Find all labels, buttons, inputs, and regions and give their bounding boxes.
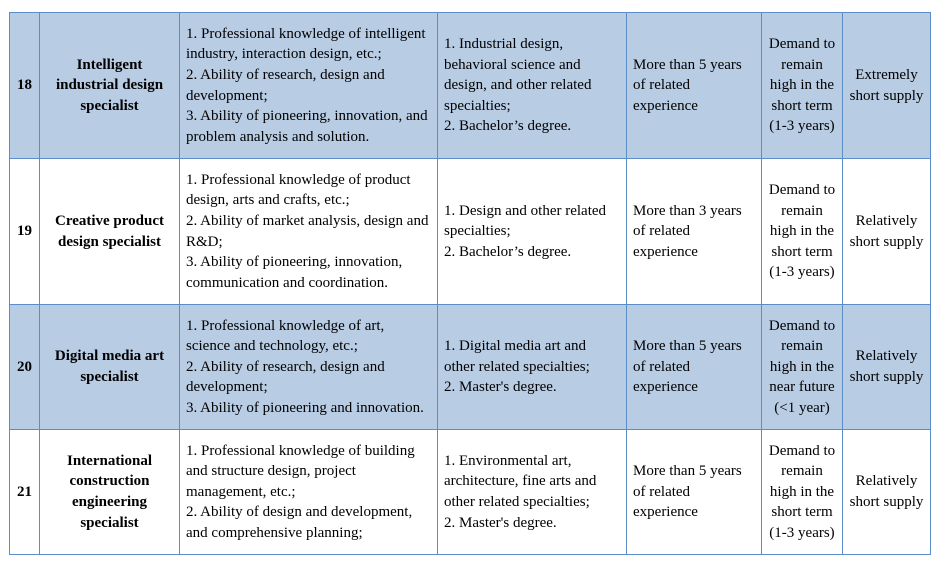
supply-cell: Relatively short supply	[843, 159, 931, 305]
experience-cell: More than 5 years of related experience	[627, 13, 762, 159]
table-row	[10, 13, 931, 159]
supply-cell: Extremely short supply	[843, 13, 931, 159]
abilities-cell	[180, 305, 438, 430]
demand-cell: Demand to remain high in the short term (1-3 years)	[762, 13, 843, 159]
abilities-cell	[180, 159, 438, 305]
occupation-name: International construction engineering specialist	[40, 430, 180, 555]
row-number: 19	[10, 159, 40, 305]
row-number: 21	[10, 430, 40, 555]
ability-item: 2. Ability of design and development, and comprehensive planning;	[186, 504, 413, 541]
education-item: 1. Digital media art and other related specialties;	[444, 338, 590, 375]
experience-cell: More than 3 years of related experience	[627, 159, 762, 305]
occupation-table-container	[9, 12, 931, 555]
experience-cell: More than 5 years of related experience	[627, 430, 762, 555]
abilities-cell	[180, 13, 438, 159]
occupation-name: Creative product design specialist	[40, 159, 180, 305]
ability-item: 2. Ability of research, design and development;	[186, 358, 385, 396]
education-item: 2. Master's degree.	[444, 379, 557, 396]
table-row	[10, 430, 931, 555]
ability-item: 1. Professional knowledge of art, science and technology, etc.;	[186, 317, 385, 355]
ability-item: 3. Ability of pioneering and innovation.	[186, 399, 424, 416]
education-cell	[438, 159, 627, 305]
ability-item: 3. Ability of pioneering, innovation, and problem analysis and solution.	[186, 108, 428, 145]
ability-item: 3. Ability of pioneering, innovation, communication and coordination.	[186, 254, 403, 291]
abilities-cell	[180, 430, 438, 555]
ability-item: 1. Professional knowledge of product design, arts and crafts, etc.;	[186, 171, 411, 209]
demand-cell: Demand to remain high in the short term (1-3 years)	[762, 159, 843, 305]
demand-cell: Demand to remain high in the short term (1-3 years)	[762, 430, 843, 555]
row-number: 20	[10, 305, 40, 430]
education-item: 2. Master's degree.	[444, 514, 557, 531]
ability-item: 1. Professional knowledge of building and structure design, project management, etc.;	[186, 442, 415, 500]
occupation-name: Digital media art specialist	[40, 305, 180, 430]
education-item: 1. Design and other related specialties;	[444, 202, 607, 240]
supply-cell: Relatively short supply	[843, 430, 931, 555]
ability-item: 1. Professional knowledge of intelligent industry, interaction design, etc.;	[186, 25, 426, 63]
table-row	[10, 159, 931, 305]
ability-item: 2. Ability of research, design and development;	[186, 66, 385, 104]
supply-cell: Relatively short supply	[843, 305, 931, 430]
education-item: 2. Bachelor’s degree.	[444, 118, 572, 135]
education-item: 1. Industrial design, behavioral science and design, and other related specialties;	[444, 36, 592, 114]
occupation-table	[9, 12, 931, 555]
education-item: 2. Bachelor’s degree.	[444, 243, 572, 260]
row-number: 18	[10, 13, 40, 159]
education-cell	[438, 430, 627, 555]
education-item: 1. Environmental art, architecture, fine arts and other related specialties;	[444, 452, 597, 510]
education-cell	[438, 305, 627, 430]
occupation-name: Intelligent industrial design specialist	[40, 13, 180, 159]
demand-cell: Demand to remain high in the near future (<1 year)	[762, 305, 843, 430]
table-row	[10, 305, 931, 430]
ability-item: 2. Ability of market analysis, design and R&D;	[186, 212, 429, 250]
education-cell	[438, 13, 627, 159]
experience-cell: More than 5 years of related experience	[627, 305, 762, 430]
